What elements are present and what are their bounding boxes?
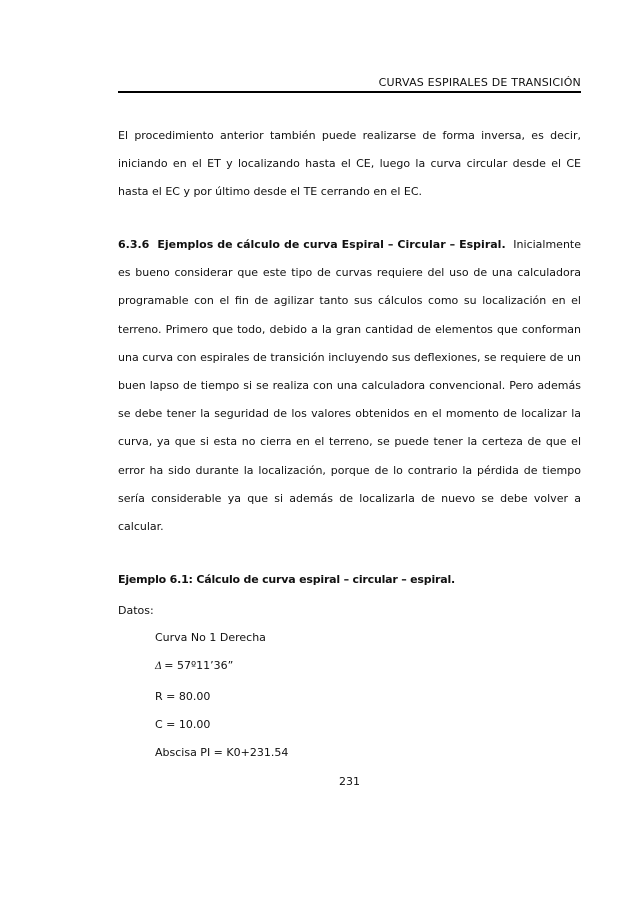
example-title: Ejemplo 6.1: Cálculo de curva espiral – circular – espiral. <box>118 573 456 586</box>
running-header: CURVAS ESPIRALES DE TRANSICIÓN <box>378 76 581 89</box>
section-title: Ejemplos de cálculo de curva Espiral – Circular – Espiral. <box>157 238 506 251</box>
page-number: 231 <box>339 775 360 788</box>
abscissa-item: Abscisa PI = K0+231.54 <box>155 746 289 759</box>
section-paragraph <box>118 231 581 541</box>
delta-value: = 57º11’36” <box>164 659 234 672</box>
section-number: 6.3.6 <box>118 238 150 251</box>
header-rule <box>118 91 581 93</box>
chord-item: C = 10.00 <box>155 718 211 731</box>
section-text: Inicialmente es bueno considerar que este tipo de curvas requiere del uso de una calculadora programable con el fin de agilizar tanto sus cálculos como su localización en el terreno. Primero que todo, debido a la gran cantidad de elementos que conforman una curva con espirales de transición incluyendo sus deflexiones, se requiere de un buen lapso de tiempo si se realiza con una calculadora convencional. Pero además se debe tener la seguridad de los valores obtenidos en el momento de localizar la curva, ya que si esta no cierra en el terreno, se puede tener la certeza de que el error ha sido durante la localización, porque de lo contrario la pérdida de tiempo sería considerable ya que si además de localizarla de nuevo se debe volver a calcular. <box>118 238 582 534</box>
curve-item: Curva No 1 Derecha <box>155 631 266 644</box>
data-label: Datos: <box>118 604 154 617</box>
intro-paragraph: El procedimiento anterior también puede realizarse de forma inversa, es decir, iniciando en el ET y localizando hasta el CE, luego la curva circular desde el CE hasta el EC y por último desde el TE cerrando en el EC. <box>118 129 581 199</box>
radius-item: R = 80.00 <box>155 690 211 703</box>
delta-symbol: Δ <box>155 661 163 672</box>
delta-item <box>155 659 233 672</box>
